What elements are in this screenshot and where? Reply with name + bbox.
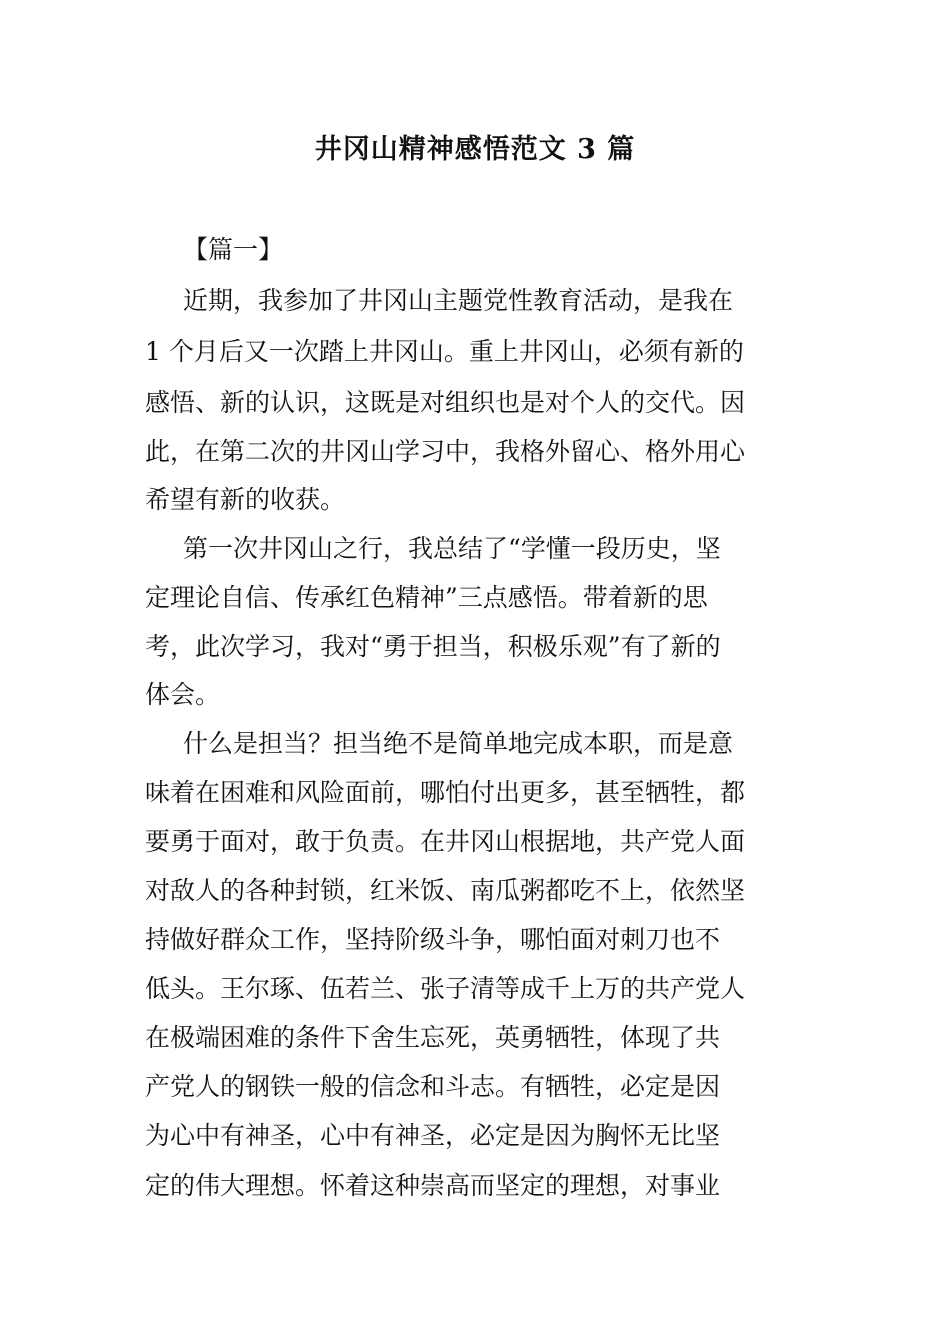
paragraph-line: 近期，我参加了井冈山主题党性教育活动，是我在 [183, 286, 734, 315]
paragraph-line: 要勇于面对，敢于负责。在井冈山根据地，共产党人面 [145, 827, 746, 856]
paragraph-line: 体会。 [145, 680, 221, 709]
section-label: 【篇一】 [183, 235, 284, 264]
paragraph-line: 对敌人的各种封锁，红米饭、南瓜粥都吃不上，依然坚 [145, 876, 746, 905]
paragraph-line: 第一次井冈山之行，我总结了“学懂一段历史，坚 [183, 534, 721, 563]
paragraph-line: 什么是担当？担当绝不是简单地完成本职，而是意 [183, 729, 734, 758]
paragraph-line: 低头。王尔琢、伍若兰、张子清等成千上万的共产党人 [145, 974, 746, 1003]
paragraph-line: 持做好群众工作，坚持阶级斗争，哪怕面对刺刀也不 [145, 925, 721, 954]
document-title: 井冈山精神感悟范文 3 篇 [314, 134, 636, 165]
paragraph-line: 1 个月后又一次踏上井冈山。重上井冈山，必须有新的 [145, 337, 744, 366]
paragraph-line: 考，此次学习，我对“勇于担当，积极乐观”有了新的 [145, 632, 721, 661]
paragraph-line: 为心中有神圣，心中有神圣，必定是因为胸怀无比坚 [145, 1121, 721, 1150]
paragraph-line: 希望有新的收获。 [145, 485, 346, 514]
paragraph-line: 产党人的钢铁一般的信念和斗志。有牺牲，必定是因 [145, 1072, 721, 1101]
paragraph-line: 感悟、新的认识，这既是对组织也是对个人的交代。因 [145, 388, 746, 417]
paragraph-line: 味着在困难和风险面前，哪怕付出更多，甚至牺牲，都 [145, 778, 746, 807]
paragraph-line: 此，在第二次的井冈山学习中，我格外留心、格外用心 [145, 437, 746, 466]
paragraph-line: 定的伟大理想。怀着这种崇高而坚定的理想，对事业 [145, 1171, 721, 1200]
paragraph-line: 在极端困难的条件下舍生忘死，英勇牺牲，体现了共 [145, 1023, 721, 1052]
paragraph-line: 定理论自信、传承红色精神”三点感悟。带着新的思 [145, 583, 708, 612]
